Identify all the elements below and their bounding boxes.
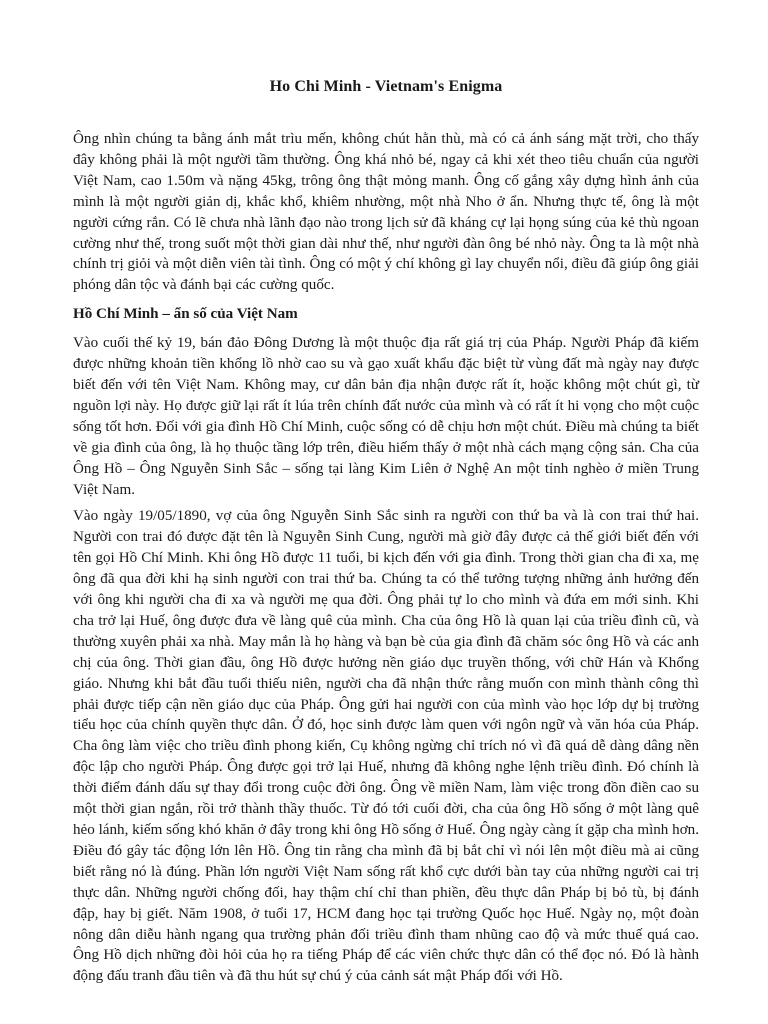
- body-paragraph-3: Vào ngày 19/05/1890, vợ của ông Nguyễn Sinh Sắc sinh ra người con thứ ba và là con trai thứ hai. Người con trai đó được đặt tên là Nguyễn Sinh Cung, người mà giờ đây được cả thế giới biết đến với tên gọi Hồ Chí Minh. Khi ông Hồ được 11 tuổi, bi kịch đến với gia đình. Trong thời gian cha đi xa, mẹ ông đã qua đời khi hạ sinh người con trai thứ ba. Chúng ta có thể tưởng tượng những ảnh hưởng đến với ông khi người cha đi xa và người mẹ qua đời. Ông phải tự lo cho mình và đứa em mới sinh. Khi cha trở lại Huế, ông được đưa về làng quê của mình. Cha của ông Hồ là quan lại của triều đình cũ, và thường xuyên phải xa nhà. May mắn là họ hàng và bạn bè của gia đình đã chăm sóc ông Hồ và các anh chị của ông. Thời gian đầu, ông Hồ được hưởng nền giáo dục truyền thống, với chữ Hán và Khổng giáo. Nhưng khi bắt đầu tuổi thiếu niên, người cha đã nhận thức rằng muốn con mình thành công thì phải được tiếp cận nền giáo dục của Pháp. Ông gửi hai người con của mình vào học lớp dự bị trường tiểu học của chính quyền thực dân. Ở đó, học sinh được làm quen với ngôn ngữ và văn hóa của Pháp. Cha ông làm việc cho triều đình phong kiến, Cụ không ngừng chỉ trích nó vì đã quá dễ dàng dâng nền độc lập cho người Pháp. Ông được gọi trở lại Huế, nhưng đã không nghe lệnh triều đình. Đó chính là thời điểm đánh dấu sự thay đổi trong cuộc đời ông. Ông về miền Nam, làm việc trong đồn điền cao su một thời gian ngắn, rồi trở thành thầy thuốc. Từ đó tới cuối đời, cha của ông Hồ sống ở một làng quê hẻo lánh, kiếm sống khó khăn ở đây trong khi ông Hồ sống ở Huế. Ông ngày càng ít gặp cha mình hơn. Điều đó gây tác động lớn lên Hồ. Ông tin rằng cha mình đã bị bắt chỉ vì nói lên một điều mà ai cũng biết rằng nó là đúng. Phần lớn người Việt Nam sống rất khổ cực dưới bàn tay của những người cai trị thực dân. Những người chống đối, hay thậm chí chỉ than phiền, đều thực dân Pháp bị bỏ tù, bị đánh đập, hay bị giết. Năm 1908, ở tuổi 17, HCM đang học tại trường Quốc học Huế. Ngày nọ, một đoàn nông dân diễu hành ngang qua trường phản đối triều đình tham nhũng cao độ và mức thuế quá cao. Ông Hồ dịch những đòi hỏi của họ ra tiếng Pháp để các viên chức thực dân có thể đọc nó. Đó là hành động đấu tranh đầu tiên và đã thu hút sự chú ý của cảnh sát mật Pháp đối với Hồ.: [73, 508, 699, 985]
- body-paragraph-2: Vào cuối thế kỷ 19, bán đảo Đông Dương là một thuộc địa rất giá trị của Pháp. Người Pháp đã kiếm được những khoản tiền khổng lồ nhờ cao su và gạo xuất khẩu đặc biệt từ vùng đất mà ngày nay được biết đến với tên Việt Nam. Không may, cư dân bản địa nhận được rất ít, hoặc không một chút gì, từ nguồn lợi này. Họ được giữ lại rất ít lúa trên chính đất nước của mình và có rất ít hi vọng cho một cuộc sống tốt hơn. Đối với gia đình Hồ Chí Minh, cuộc sống có dễ chịu hơn một chút. Điều mà chúng ta biết về gia đình của ông, là họ thuộc tầng lớp trên, điều hiếm thấy ở một nhà cách mạng cộng sản. Cha của Ông Hồ – Ông Nguyễn Sinh Sắc – sống tại làng Kim Liên ở Nghệ An một tỉnh nghèo ở miền Trung Việt Nam.: [73, 335, 699, 498]
- document-title: Ho Chi Minh - Vietnam's Enigma: [269, 78, 503, 95]
- intro-paragraph: Ông nhìn chúng ta bằng ánh mắt trìu mến, không chút hằn thù, mà có cả ánh sáng mặt trời, cho thấy đây không phải là một người tầm thường. Ông khá nhỏ bé, ngay cả khi xét theo tiêu chuẩn của người Việt Nam, cao 1.50m và nặng 45kg, trông ông thật mỏng manh. Ông cố gắng xây dựng hình ảnh của mình là một người giản dị, khắc khổ, khiêm nhường, một nhà Nho ở ẩn. Nhưng thực tế, ông là một người cứng rắn. Có lẽ chưa nhà lãnh đạo nào trong lịch sử đã kháng cự lại họng súng của kẻ thù ngoan cường như thế, trong suốt một thời gian dài như thế, như người đàn ông bé nhỏ này. Ông ta là một nhà chính trị giỏi và một diễn viên tài tình. Ông có một ý chí không gì lay chuyển nổi, điều đã giúp ông giải phóng dân tộc và đánh bại các cường quốc.: [73, 131, 699, 294]
- section-heading: Hồ Chí Minh – ẩn số của Việt Nam: [73, 306, 298, 323]
- document-page: [73, 72, 699, 993]
